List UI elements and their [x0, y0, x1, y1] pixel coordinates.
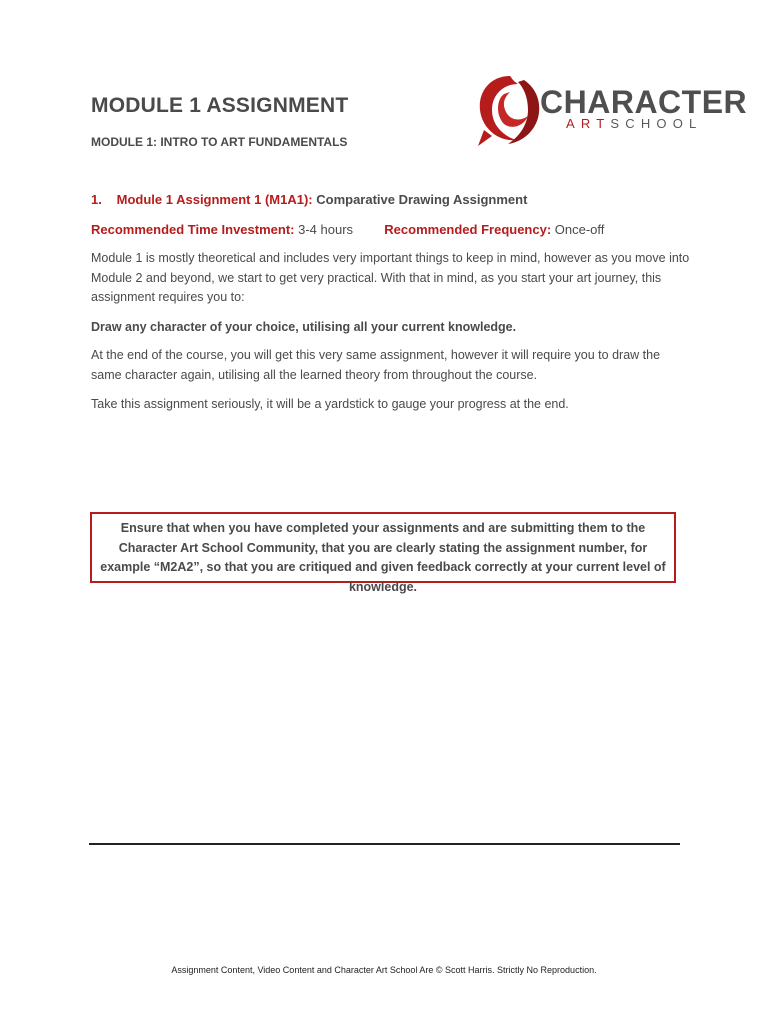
assignment-number: 1. [91, 192, 102, 207]
copyright-footer: Assignment Content, Video Content and Character Art School Are © Scott Harris. Strictly No Reproduction. [171, 965, 597, 975]
yardstick-paragraph: Take this assignment seriously, it will be a yardstick to gauge your progress at the end. [91, 397, 569, 411]
assignment-name: Comparative Drawing Assignment [316, 192, 528, 207]
logo-wordmark: CHARACTER [540, 84, 748, 120]
assignment-meta [91, 222, 604, 237]
frequency-value: Once-off [554, 222, 605, 237]
assignment-code: Module 1 Assignment 1 (M1A1): [116, 192, 313, 207]
logo-swirl-icon [474, 70, 546, 150]
time-value: 3-4 hours [298, 222, 354, 237]
task-paragraph: Draw any character of your choice, utilising all your current knowledge. [91, 320, 517, 334]
footer-divider [89, 843, 680, 845]
intro-paragraph: Module 1 is mostly theoretical and includes very important things to keep in mind, however as you move into Module 2 and beyond, we start to get very practical. With that in mind, as you start your art journey, this assignment requires you to: [91, 251, 690, 304]
time-label: Recommended Time Investment: [91, 222, 295, 237]
module-subtitle: MODULE 1: INTRO TO ART FUNDAMENTALS [91, 135, 348, 149]
logo-subtext: ARTSCHOOL [566, 116, 703, 131]
submission-notice: Ensure that when you have completed your assignments and are submitting them to the Character Art School Community, that you are clearly stating the assignment number, for example “M2A2”, so that you are critiqued and given feedback correctly at your current level of knowledge. [90, 512, 676, 583]
frequency-label: Recommended Frequency: [384, 222, 552, 237]
page-title: MODULE 1 ASSIGNMENT [91, 94, 349, 117]
assignment-heading [91, 192, 527, 207]
character-art-school-logo [474, 70, 748, 150]
course-end-paragraph: At the end of the course, you will get this very same assignment, however it will require you to draw the same character again, utilising all the learned theory from throughout the course. [91, 348, 661, 382]
